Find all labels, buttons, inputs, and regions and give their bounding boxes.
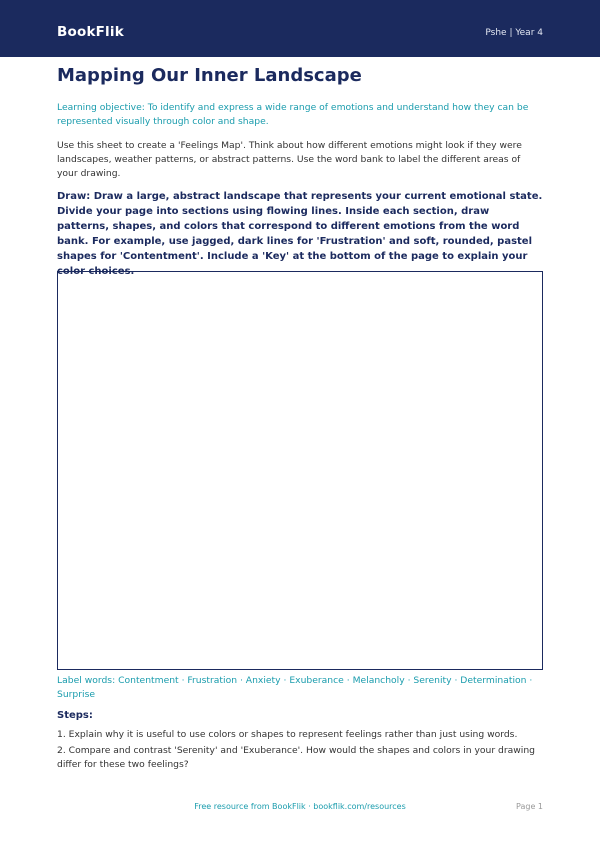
drawing-area[interactable] xyxy=(57,271,543,670)
page-number: Page 1 xyxy=(516,802,543,811)
step-item: 1. Explain why it is useful to use colors or shapes to represent feelings rather than just using words. xyxy=(57,729,518,740)
learning-objective: Learning objective: To identify and express a wide range of emotions and understand how they can be represented visually through color and shape. xyxy=(57,102,529,127)
intro-paragraph: Use this sheet to create a 'Feelings Map'. Think about how different emotions might look if they were landscapes, weather patterns, or abstract patterns. Use the word bank to label the different areas of your drawing. xyxy=(57,140,522,179)
page-title: Mapping Our Inner Landscape xyxy=(57,65,362,86)
worksheet-body xyxy=(57,64,543,279)
draw-instructions: Draw: Draw a large, abstract landscape that represents your current emotional state. Divide your page into sections using flowing lines. Inside each section, draw patterns, shapes, and colors that correspond to different emotions from the word bank. For example, use jagged, dark lines for 'Frustration' and soft, rounded, pastel shapes for 'Contentment'. Include a 'Key' at the bottom of the page to explain your color choices. xyxy=(57,191,543,277)
step-item: 2. Compare and contrast 'Serenity' and 'Exuberance'. How would the shapes and colors in your drawing differ for these two feelings? xyxy=(57,745,536,770)
steps-list xyxy=(57,728,543,774)
word-bank: Label words: Contentment · Frustration · Anxiety · Exuberance · Melancholy · Serenity · Determination · Surprise xyxy=(57,675,533,700)
brand-logo-text: BookFlik xyxy=(57,24,124,40)
subject-year-label: Pshe | Year 4 xyxy=(485,28,543,38)
footer-credit: Free resource from BookFlik · bookflik.com/resources xyxy=(194,802,406,811)
steps-heading: Steps: xyxy=(57,710,93,721)
page-header xyxy=(0,0,600,57)
